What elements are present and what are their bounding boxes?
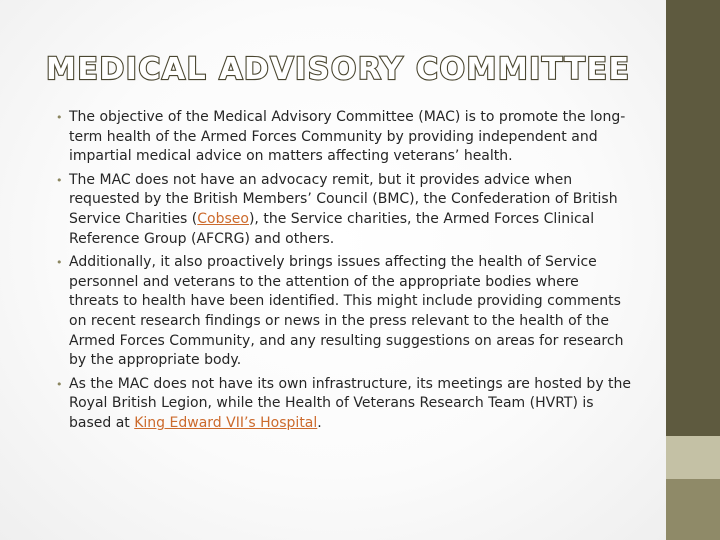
bullet-item [52,253,632,371]
sidebar-band-light [666,436,720,479]
bullet-marker-icon: • [56,377,63,391]
bullet-item [52,375,632,434]
bullet-marker-icon: • [56,111,63,124]
bullet-text: As the MAC does not have its own infrastructure, its meetings are hosted by the Royal British Legion, while the Health of Veterans Research Team (HVRT) is based at [69,375,632,431]
sidebar-band-dark [666,0,720,436]
bullet-text: ), the Service charities, the Armed Forces Clinical Reference Group (AFCRG) and others. [69,210,595,247]
bullet-marker-icon: • [56,173,63,187]
bullet-text: Additionally, it also proactively brings issues affecting the health of Service personnel and veterans to the attention of the appropriate bodies where threats to health have been identified. This might include providing comments on recent research findings or news in the press relevant to the health of the Armed Forces Community, and any resulting suggestions on areas for research by the appropriate body. [69,254,624,369]
link[interactable]: King Edward VII’s Hospital [134,414,318,431]
slide-title: MEDICAL ADVISORY COMMITTEE [46,52,631,87]
bullet-text: . [317,414,322,431]
link[interactable]: Cobseo [197,210,249,227]
bullet-item [52,108,632,167]
sidebar-band-mid [666,479,720,540]
bullet-text: The objective of the Medical Advisory Committee (MAC) is to promote the long-term health of the Armed Forces Community by providing independent and impartial medical advice on matters affecting veterans’ health. [69,109,626,165]
bullet-list [52,108,632,438]
sidebar-decoration [666,0,720,540]
bullet-item [52,171,632,249]
bullet-text: The MAC does not have an advocacy remit, but it provides advice when requested by the British Members’ Council (BMC), the Confederation of British Service Charities ( [69,171,618,227]
bullet-marker-icon: • [56,256,63,270]
